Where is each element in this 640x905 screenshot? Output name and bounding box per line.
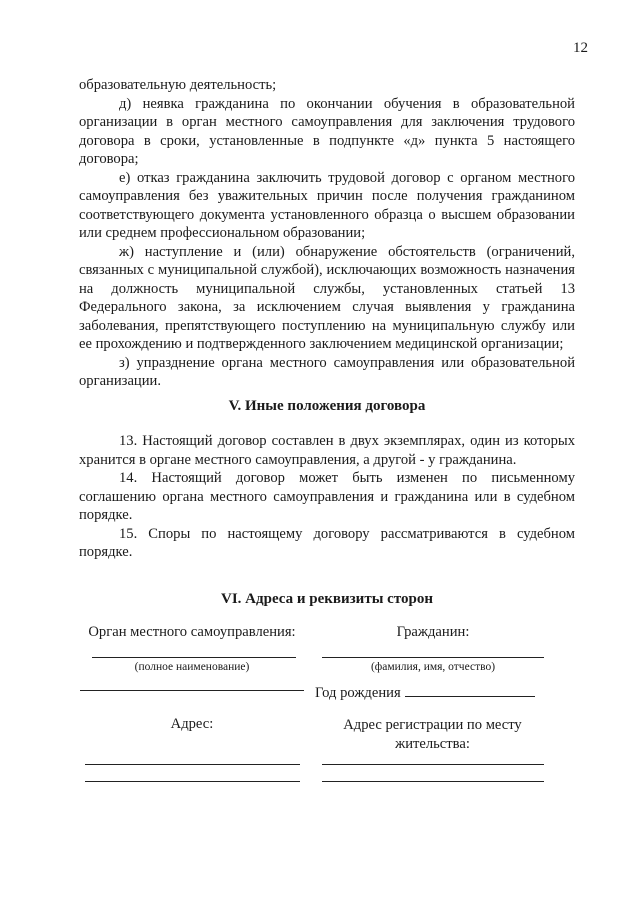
right-name-line — [322, 657, 544, 658]
page-number: 12 — [573, 40, 588, 56]
paragraph-continuation: образовательную деятельность; — [79, 77, 277, 93]
paragraph-item-z: з) упразднение органа местного самоуправления или образовательной организации. — [79, 354, 575, 389]
right-address-line-1: Адрес регистрации по месту — [343, 717, 522, 733]
termination-conditions — [79, 76, 575, 391]
paragraph-item-e: е) отказ гражданина заключить трудовой договор с органом местного самоуправления без уважительных причин после получения гражданином соответствующего документа установленного образца о высшем образовании или среднем профессиональном образовании; — [79, 169, 575, 241]
right-name-caption: (фамилия, имя, отчество) — [370, 661, 496, 673]
left-party-label: Орган местного самоуправления: — [88, 624, 296, 640]
clause-13: 13. Настоящий договор составлен в двух экземплярах, один из которых хранится в органе местного самоуправления, а другой - у гражданина. — [79, 433, 575, 468]
paragraph-item-zh: ж) наступление и (или) обнаружение обстоятельств (ограничений, связанных с муниципальной службой), исключающих возможность назначения на должность муниципальной службы, установленных статьей 13 Федерального закона, за исключением случая выявления у гражданина заболевания, препятствующего поступлению на муниципальную службу или ее прохождению и подтвержденного заключением медицинской организации; — [79, 243, 575, 352]
right-address-line-1-rule — [322, 764, 544, 765]
birth-year-line — [405, 684, 535, 697]
birth-year-label: Год рождения — [315, 685, 401, 701]
right-address-line-2-rule — [322, 781, 544, 782]
left-address-line-2 — [85, 781, 300, 782]
left-name-caption: (полное наименование) — [134, 661, 250, 673]
right-address-label — [315, 716, 550, 753]
left-name-line — [92, 657, 296, 658]
section-5-heading: V. Иные положения договора — [228, 398, 426, 414]
birth-year-field — [315, 684, 555, 702]
paragraph-item-d: д) неявка гражданина по окончании обучения в образовательной организации в орган местного самоуправления для заключения трудового договора в сроки, установленные в подпункте «д» пункта 5 настоящего договора; — [79, 95, 575, 167]
left-address-line-1 — [85, 764, 300, 765]
section-5-body — [79, 432, 575, 562]
clause-14: 14. Настоящий договор может быть изменен по письменному соглашению органа местного самоуправления и гражданина или в судебном порядке. — [79, 470, 575, 523]
section-6-heading: VI. Адреса и реквизиты сторон — [221, 591, 433, 607]
clause-15: 15. Споры по настоящему договору рассматриваются в судебном порядке. — [79, 525, 575, 560]
right-party-label: Гражданин: — [396, 624, 470, 640]
right-address-line-2: жительства: — [395, 735, 470, 752]
left-address-label: Адрес: — [170, 716, 214, 732]
left-extra-line — [80, 690, 304, 691]
